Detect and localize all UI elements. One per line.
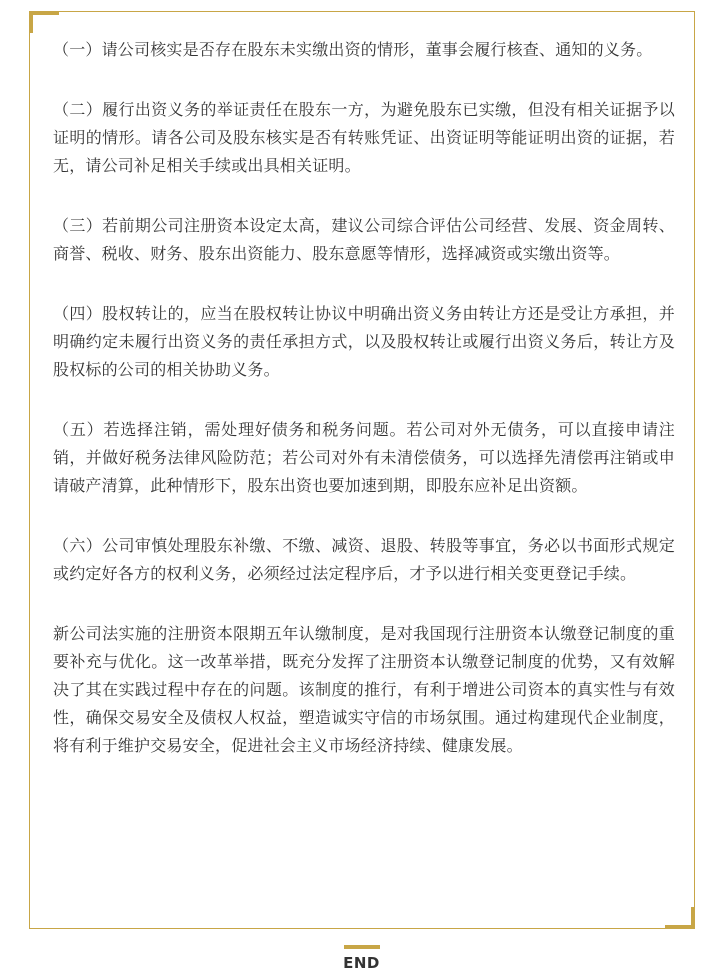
- conclusion-paragraph: 新公司法实施的注册资本限期五年认缴制度，是对我国现行注册资本认缴登记制度的重要补充与优化。这一改革举措，既充分发挥了注册资本认缴登记制度的优势，又有效解决了其在实践过程中存在的问题。该制度的推行，有利于增进公司资本的真实性与有效性，确保交易安全及债权人权益，塑造诚实守信的市场氛围。通过构建现代企业制度，将有利于维护交易安全，促进社会主义市场经济持续、健康发展。: [53, 624, 675, 755]
- paragraph-1: （一）请公司核实是否存在股东未实缴出资的情形，董事会履行核查、通知的义务。: [53, 40, 653, 59]
- paragraph-4: （四）股权转让的，应当在股权转让协议中明确出资义务由转让方还是受让方承担，并明确约定未履行出资义务的责任承担方式，以及股权转让或履行出资义务后，转让方及股权标的公司的相关协助义务。: [53, 304, 675, 379]
- paragraph-3: （三）若前期公司注册资本设定太高，建议公司综合评估公司经营、发展、资金周转、商誉、税收、财务、股东出资能力、股东意愿等情形，选择减资或实缴出资等。: [53, 216, 675, 263]
- paragraph-5: （五）若选择注销，需处理好债务和税务问题。若公司对外无债务，可以直接申请注销，并做好税务法律风险防范；若公司对外有未清偿债务，可以选择先清偿再注销或申请破产清算，此种情形下，股东出资也要加速到期，即股东应补足出资额。: [53, 420, 675, 495]
- paragraph-2: （二）履行出资义务的举证责任在股东一方，为避免股东已实缴，但没有相关证据予以证明的情形。请各公司及股东核实是否有转账凭证、出资证明等能证明出资的证据，若无，请公司补足相关手续或出具相关证明。: [53, 100, 675, 175]
- end-divider: [344, 945, 380, 949]
- end-label: END: [343, 954, 380, 972]
- frame-corner-top-left: [29, 11, 59, 33]
- end-marker: [0, 945, 723, 972]
- article-body: [53, 36, 675, 760]
- paragraph-6: （六）公司审慎处理股东补缴、不缴、减资、退股、转股等事宜，务必以书面形式规定或约定好各方的权利义务，必须经过法定程序后，才予以进行相关变更登记手续。: [53, 536, 675, 583]
- frame-corner-bottom-right: [665, 907, 695, 929]
